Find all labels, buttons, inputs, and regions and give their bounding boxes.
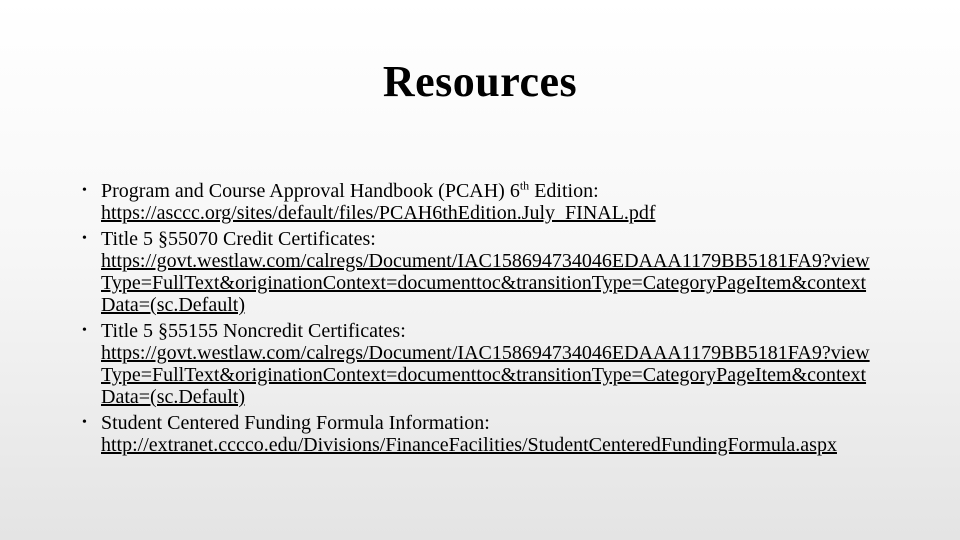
resource-list bbox=[78, 180, 878, 460]
item-label: Student Centered Funding Formula Information: bbox=[101, 412, 490, 434]
noncredit-certificates-link[interactable]: https://govt.westlaw.com/calregs/Document/IAC158694734046EDAAA1179BB5181FA9?viewType=FullText&originationContext=documenttoc&transitionType=CategoryPageItem&contextData=(sc.Default) bbox=[101, 342, 870, 408]
list-item bbox=[78, 412, 878, 456]
item-label: Title 5 §55155 Noncredit Certificates: bbox=[101, 320, 406, 342]
pcah-link[interactable]: https://asccc.org/sites/default/files/PCAH6thEdition.July_FINAL.pdf bbox=[101, 202, 656, 224]
credit-certificates-link[interactable]: https://govt.westlaw.com/calregs/Document/IAC158694734046EDAAA1179BB5181FA9?viewType=FullText&originationContext=documenttoc&transitionType=CategoryPageItem&contextData=(sc.Default) bbox=[101, 250, 870, 316]
item-label: Program and Course Approval Handbook (PCAH) 6th Edition: bbox=[101, 178, 599, 202]
bullet-icon: • bbox=[82, 415, 87, 430]
list-item bbox=[78, 180, 878, 224]
list-item bbox=[78, 228, 878, 316]
superscript: th bbox=[519, 178, 530, 193]
bullet-icon: • bbox=[82, 183, 87, 198]
bullet-icon: • bbox=[82, 231, 87, 246]
slide-title: Resources bbox=[382, 57, 578, 106]
funding-formula-link[interactable]: http://extranet.cccco.edu/Divisions/FinanceFacilities/StudentCenteredFundingFormula.aspx bbox=[101, 434, 837, 456]
item-label: Title 5 §55070 Credit Certificates: bbox=[101, 228, 376, 250]
list-item bbox=[78, 320, 878, 408]
bullet-icon: • bbox=[82, 323, 87, 338]
